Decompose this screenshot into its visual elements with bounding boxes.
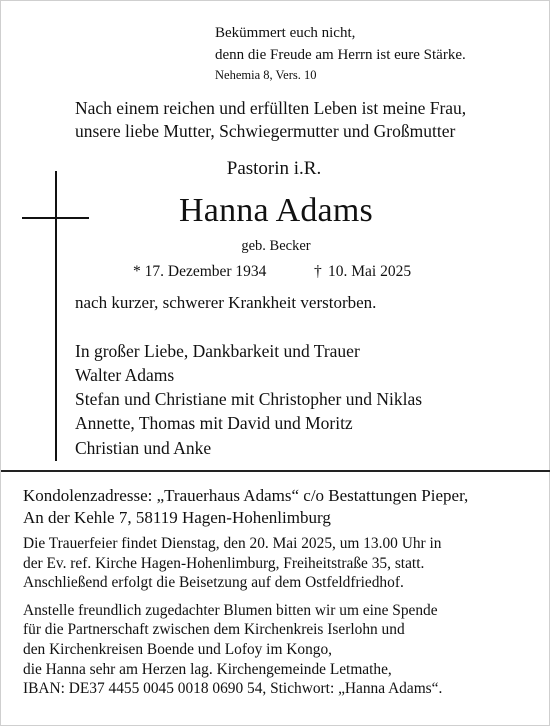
- birth-date: * 17. Dezember 1934: [133, 263, 267, 280]
- maiden-name: geb. Becker: [241, 238, 311, 254]
- mourners-intro: In großer Liebe, Dankbarkeit und Trauer: [75, 341, 360, 361]
- donation-info-line: Anstelle freundlich zugedachter Blumen bitten wir um eine Spende: [23, 602, 438, 619]
- intro-line-2: unsere liebe Mutter, Schwiegermutter und Großmutter: [75, 121, 456, 141]
- mourner-name: Christian und Anke: [75, 438, 212, 458]
- intro-line-1: Nach einem reichen und erfüllten Leben ist meine Frau,: [75, 98, 467, 118]
- deceased-title: [1, 158, 550, 180]
- donation-info-line: die Hanna sehr am Herzen lag. Kirchengemeinde Letmathe,: [23, 661, 392, 678]
- service-info-line: Anschließend erfolgt die Beisetzung auf dem Ostfeldfriedhof.: [23, 574, 404, 591]
- mourner-name: Walter Adams: [75, 365, 175, 385]
- deceased-name: Hanna Adams: [179, 192, 373, 229]
- bible-verse-reference: Nehemia 8, Vers. 10: [215, 68, 317, 82]
- cross-vertical-bar: [55, 171, 57, 461]
- death-date: 10. Mai 2025: [328, 263, 412, 280]
- condolence-address-line-1: Kondolenzadresse: „Trauerhaus Adams“ c/o Bestattungen Pieper,: [23, 486, 469, 505]
- bible-verse-line-1: Bekümmert euch nicht,: [215, 25, 356, 41]
- deceased-title-text: Pastorin i.R.: [226, 158, 322, 179]
- donation-info-line: IBAN: DE37 4455 0045 0018 0690 54, Stichwort: „Hanna Adams“.: [23, 680, 443, 697]
- mourner-name: Stefan und Christiane mit Christopher und Niklas: [75, 389, 423, 409]
- cross-horizontal-bar: [22, 217, 89, 219]
- condolence-address-line-2: An der Kehle 7, 58119 Hagen-Hohenlimburg: [23, 508, 331, 527]
- service-info-line: Die Trauerfeier findet Dienstag, den 20. Mai 2025, um 13.00 Uhr in: [23, 535, 442, 552]
- donation-info-line: den Kirchenkreisen Boende und Lofoy im Kongo,: [23, 641, 333, 658]
- section-divider: [1, 470, 550, 472]
- passed-away-text: nach kurzer, schwerer Krankheit verstorben.: [75, 293, 377, 312]
- donation-info-line: für die Partnerschaft zwischen dem Kirchenkreis Iserlohn und: [23, 621, 405, 638]
- mourner-name: Annette, Thomas mit David und Moritz: [75, 413, 353, 433]
- bible-verse-line-2: denn die Freude am Herrn ist eure Stärke.: [215, 47, 466, 63]
- service-info-line: der Ev. ref. Kirche Hagen-Hohenlimburg, Freiheitstraße 35, statt.: [23, 555, 425, 572]
- death-symbol: †: [314, 263, 322, 280]
